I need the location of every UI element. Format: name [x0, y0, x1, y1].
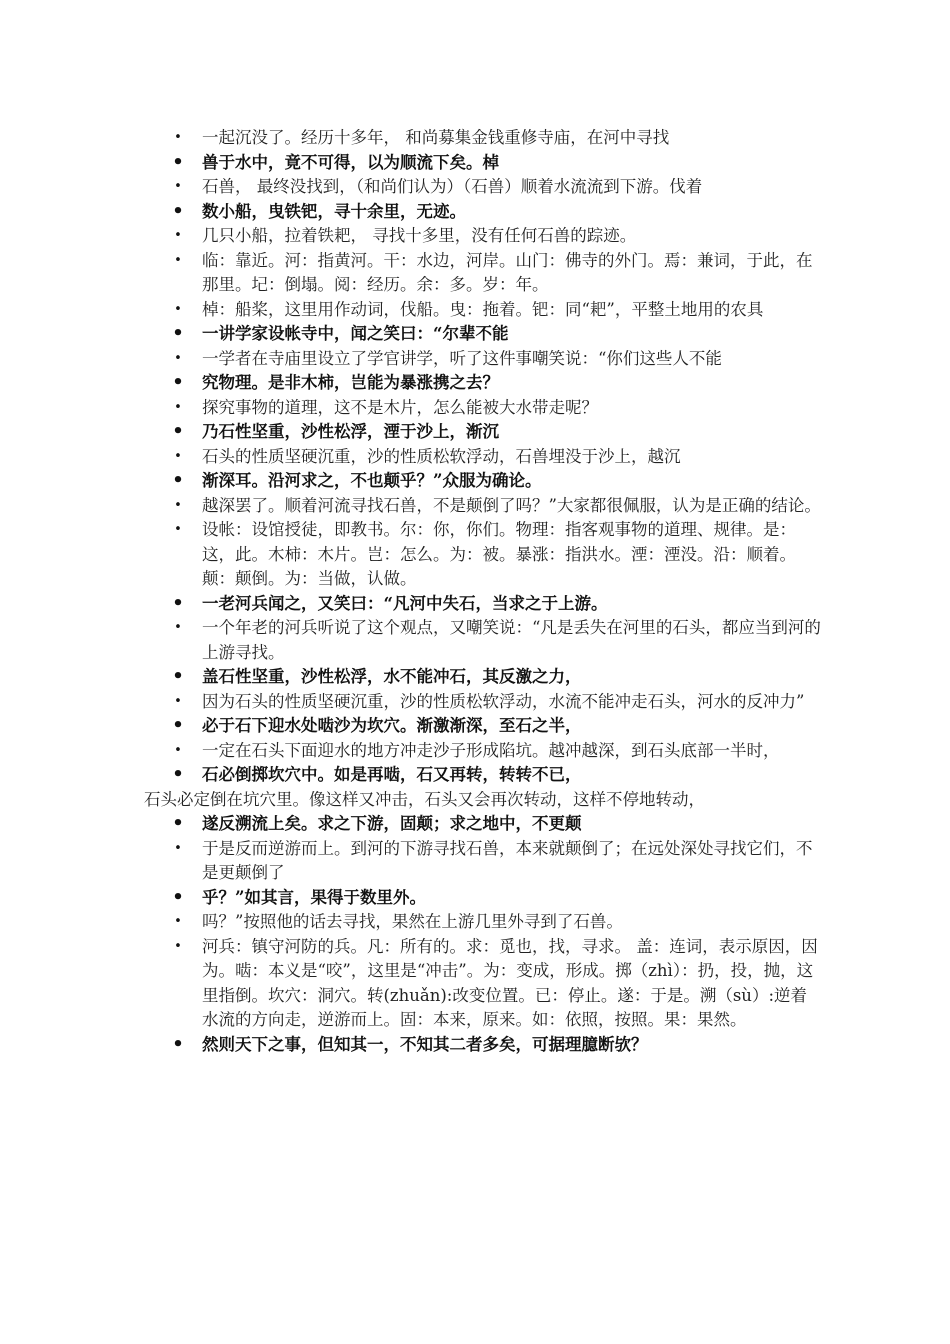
- bullet-dot-icon: •: [172, 715, 184, 736]
- bullet-dot-icon: •: [174, 448, 182, 464]
- bullet-dot-icon: •: [174, 938, 182, 954]
- list-item: [0, 396, 822, 421]
- source-text-line: 究物理。是非木柿，岂能为暴涨携之去？: [202, 373, 499, 392]
- source-text-line: 乎？”如其言，果得于数里外。: [202, 887, 426, 907]
- source-text-line: 盖石性坚重，沙性松浮，水不能冲石，其反激之力，: [202, 667, 582, 686]
- list-item: [0, 886, 822, 911]
- bullet-dot-icon: •: [174, 840, 182, 856]
- list-item: [0, 347, 822, 372]
- bullet-dot-icon: •: [174, 130, 182, 145]
- translation-text-line: 于是反而逆游而上。到河的下游寻找石兽，本来就颠倒了；在远处深处寻找它们，不是更颠倒了: [202, 838, 813, 882]
- bullet-dot-icon: •: [172, 372, 184, 393]
- bullet-dot-icon: •: [174, 301, 182, 317]
- bullet-dot-icon: •: [174, 620, 182, 635]
- list-item: [0, 812, 822, 837]
- list-item: [0, 910, 822, 935]
- translation-text-line: 因为石头的性质坚硬沉重，沙的性质松软浮动，水流不能冲走石头，河水的反冲力”: [202, 691, 805, 711]
- translation-text-line: 几只小船，拉着铁耙， 寻找十多里，没有任何石兽的踪迹。: [202, 226, 637, 245]
- translation-text-line: 石头必定倒在坑穴里。像这样又冲击，石头又会再次转动，这样不停地转动，: [144, 789, 705, 809]
- source-text-line: 渐深耳。沿河求之，不也颠乎？”众服为确论。: [202, 471, 542, 490]
- source-text-line: 一讲学家设帐寺中，闻之笑曰：“尔辈不能: [202, 324, 509, 343]
- list-item: [0, 322, 822, 347]
- bullet-dot-icon: •: [174, 228, 182, 243]
- source-text-line: 一老河兵闻之，又笑曰：“凡河中失石，当求之于上游。: [202, 593, 608, 613]
- list-item: [0, 494, 822, 519]
- bullet-dot-icon: •: [172, 813, 184, 834]
- list-item: [0, 592, 822, 617]
- translation-text-line: 吗？”按照他的话去寻找，果然在上游几里外寻到了石兽。: [202, 912, 623, 931]
- list-item: [0, 249, 822, 298]
- source-text-line: 石必倒掷坎穴中。如是再啮，石又再转，转转不已，: [202, 765, 582, 784]
- list-item: [0, 420, 822, 445]
- source-text-line: 兽于水中，竟不可得，以为顺流下矣。棹: [202, 152, 499, 172]
- bullet-dot-icon: •: [174, 742, 182, 758]
- bullet-dot-icon: •: [172, 323, 184, 344]
- bullet-dot-icon: •: [172, 200, 184, 222]
- bullet-dot-icon: •: [174, 399, 182, 415]
- list-item: [0, 1033, 822, 1058]
- list-item: [0, 298, 822, 323]
- bullet-dot-icon: •: [172, 421, 184, 442]
- translation-text-line: 一起沉没了。经历十多年， 和尚募集金钱重修寺庙，在河中寻找: [202, 128, 670, 147]
- source-text-line: 乃石性坚重，沙性松浮，湮于沙上，渐沉: [202, 422, 499, 441]
- bullet-dot-icon: •: [174, 693, 182, 709]
- bullet-dot-icon: •: [172, 470, 184, 491]
- translation-text-line: 探究事物的道理，这不是木片，怎么能被大水带走呢？: [202, 397, 598, 417]
- bullet-dot-icon: •: [174, 252, 182, 268]
- bullet-dot-icon: •: [172, 764, 184, 785]
- list-item: [0, 126, 822, 151]
- list-item: [0, 200, 822, 225]
- translation-text-line: 临：靠近。河：指黄河。干：水边，河岸。山门：佛寺的外门。焉：兼词，于此，在那里。圮：倒塌。阅：经历。余：多。岁：年。: [202, 250, 813, 294]
- list-item: [0, 224, 822, 249]
- paragraph-line: [0, 788, 824, 813]
- list-item: [0, 175, 822, 200]
- list-item: [0, 469, 822, 494]
- list-item: [0, 518, 822, 592]
- translation-text-line: 一定在石头下面迎水的地方冲走沙子形成陷坑。越冲越深，到石头底部一半时，: [202, 740, 780, 760]
- list-item: [0, 935, 822, 1033]
- list-item: [0, 739, 822, 764]
- bullet-dot-icon: •: [172, 666, 184, 687]
- bullet-list: [0, 126, 950, 1057]
- translation-text-line: 一学者在寺庙里设立了学官讲学，听了这件事嘲笑说：“你们这些人不能: [202, 348, 722, 368]
- list-item: [0, 151, 822, 176]
- bullet-dot-icon: •: [174, 522, 182, 537]
- translation-text-line: 石头的性质坚硬沉重，沙的性质松软浮动，石兽埋没于沙上，越沉: [202, 446, 681, 466]
- translation-text-line: 石兽， 最终没找到，（和尚们认为）（石兽）顺着水流流到下游。伐着: [202, 177, 703, 196]
- translation-text-line: 越深罢了。顺着河流寻找石兽，不是颠倒了吗？”大家都很佩服，认为是正确的结论。: [202, 495, 821, 515]
- list-item: [0, 837, 822, 886]
- translation-text-line: 棹：船桨，这里用作动词，伐船。曳：拖着。钯：同“耙”，平整土地用的农具: [202, 299, 764, 319]
- bullet-dot-icon: •: [174, 497, 182, 513]
- translation-text-line: 设帐：设馆授徒，即教书。尔：你，你们。物理：指客观事物的道理、规律。是：这，此。木柿：木片。岂：怎么。为：被。暴涨：指洪水。湮：湮没。沿：顺着。颠：颠倒。为：当做，认做。: [202, 520, 796, 588]
- list-item: [0, 371, 822, 396]
- translation-text-line: 一个年老的河兵听说了这个观点，又嘲笑说：“凡是丢失在河里的石头，都应当到河的上游寻找。: [202, 618, 821, 662]
- bullet-dot-icon: •: [174, 914, 182, 929]
- bullet-dot-icon: •: [174, 179, 182, 194]
- list-item: [0, 714, 822, 739]
- bullet-dot-icon: •: [174, 350, 182, 366]
- list-item: [0, 445, 822, 470]
- bullet-dot-icon: •: [172, 886, 184, 908]
- bullet-dot-icon: •: [172, 151, 184, 173]
- list-item: [0, 763, 822, 788]
- source-text-line: 然则天下之事，但知其一，不知其二者多矣，可据理臆断欤？: [202, 1034, 648, 1054]
- bullet-dot-icon: •: [172, 592, 184, 614]
- bullet-dot-icon: •: [172, 1033, 184, 1055]
- list-item: [0, 665, 822, 690]
- source-text-line: 数小船，曳铁钯，寻十余里，无迹。: [202, 201, 466, 221]
- translation-text-line: 河兵：镇守河防的兵。凡：所有的。求：觅也，找，寻求。 盖：连词，表示原因，因为。啮：本义是“咬”，这里是“冲击”。为：变成，形成。掷（zhì）：扔，投，抛，这里指倒。坎穴：洞穴。转(zhuǎn):改变位置。已：停止。遂：于是。溯（sù）:逆着水流的方向走，逆游而上。固：本来，原来。如：依照，按照。果：果然。: [202, 936, 818, 1029]
- source-text-line: 遂反溯流上矣。求之下游，固颠；求之地中，不更颠: [202, 814, 582, 833]
- source-text-line: 必于石下迎水处啮沙为坎穴。渐激渐深，至石之半，: [202, 716, 582, 735]
- list-item: [0, 616, 822, 665]
- list-item: [0, 690, 822, 715]
